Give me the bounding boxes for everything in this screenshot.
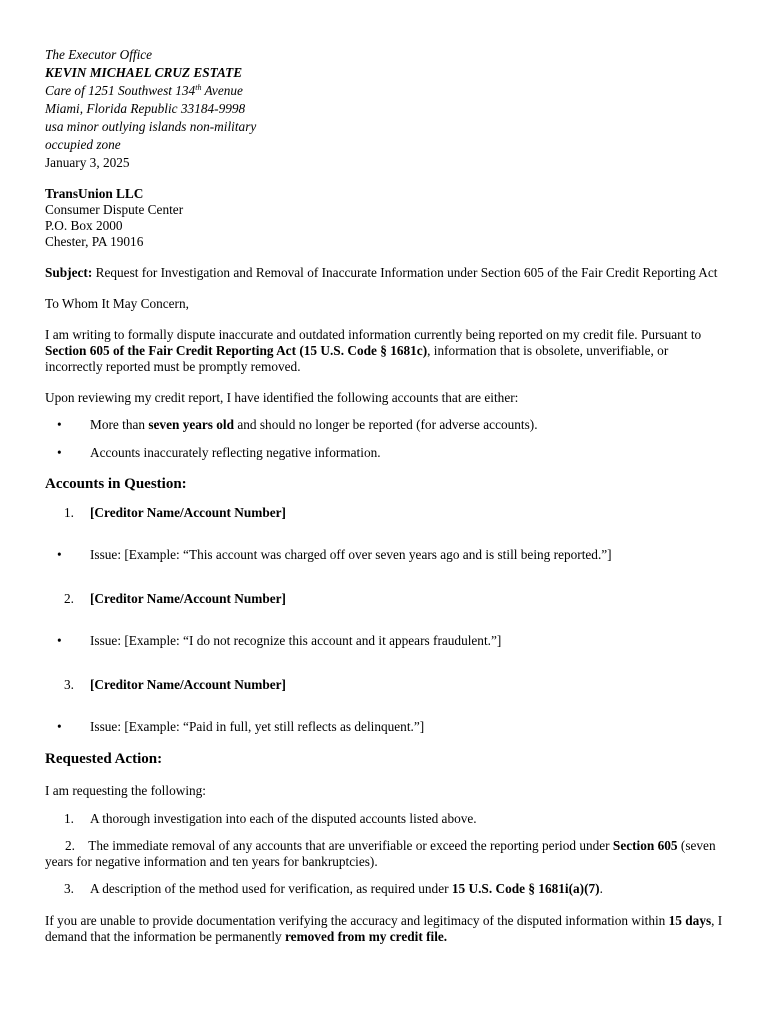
sender-address-line-4: occupied zone [45, 137, 121, 152]
bullet-icon: • [57, 417, 62, 432]
accounts-heading: Accounts in Question: [45, 476, 187, 492]
recipient-name: TransUnion LLC [45, 186, 144, 201]
bullet-icon: • [57, 445, 62, 460]
recipient-box: P.O. Box 2000 [45, 218, 123, 233]
account-issue: Issue: [Example: “I do not recognize this account and it appears fraudulent.”] [90, 633, 502, 648]
account-name: [Creditor Name/Account Number] [90, 505, 286, 520]
account-name: [Creditor Name/Account Number] [90, 677, 286, 692]
bullet-icon: • [57, 547, 62, 562]
reason-item: More than seven years old and should no longer be reported (for adverse accounts). [90, 417, 538, 432]
sender-address-line-1: Care of 1251 Southwest 134th Avenue [45, 83, 243, 98]
bullet-icon: • [57, 719, 62, 734]
action-item: A description of the method used for verification, as required under 15 U.S. Code § 1681i(a)(7). [90, 881, 603, 896]
account-number: 2. [64, 591, 74, 606]
account-issue: Issue: [Example: “Paid in full, yet still reflects as delinquent.”] [90, 719, 425, 734]
account-number: 3. [64, 677, 74, 692]
recipient-city: Chester, PA 19016 [45, 234, 144, 249]
action-heading: Requested Action: [45, 751, 163, 767]
action-item: 2. The immediate removal of any accounts that are unverifiable or exceed the reporting period under Section 605 (seven years for negative information and ten years for bankruptcies). [45, 838, 716, 869]
review-text: Upon reviewing my credit report, I have identified the following accounts that are either: [45, 390, 519, 405]
sender-estate: KEVIN MICHAEL CRUZ ESTATE [45, 65, 243, 80]
intro-paragraph: I am writing to formally dispute inaccurate and outdated information currently being reported on my credit file. Pursuant to Section 605 of the Fair Credit Reporting Act (15 U.S. Code § 1681c), information that is obsolete, unverifiable, or incorrectly reported must be promptly removed. [45, 327, 702, 374]
closing-paragraph: If you are unable to provide documentation verifying the accuracy and legitimacy of the disputed information within 15 days, I demand that the information be permanently removed from my credit file. [45, 913, 723, 944]
subject-line [45, 265, 717, 281]
action-number: 1. [64, 811, 74, 826]
sender-office: The Executor Office [45, 47, 153, 62]
letter-date: January 3, 2025 [45, 155, 130, 170]
reason-item: Accounts inaccurately reflecting negative information. [90, 445, 381, 460]
recipient-dept: Consumer Dispute Center [45, 202, 184, 217]
subject-label: Subject: [45, 265, 93, 280]
action-number: 3. [64, 881, 74, 896]
sender-address-line-3: usa minor outlying islands non-military [45, 119, 257, 134]
subject-text: Request for Investigation and Removal of Inaccurate Information under Section 605 of the Fair Credit Reporting Act [92, 265, 718, 280]
account-name: [Creditor Name/Account Number] [90, 591, 286, 606]
account-number: 1. [64, 505, 74, 520]
bullet-icon: • [57, 633, 62, 648]
greeting: To Whom It May Concern, [45, 296, 189, 311]
action-item: A thorough investigation into each of the disputed accounts listed above. [90, 811, 477, 826]
action-intro: I am requesting the following: [45, 783, 207, 798]
account-issue: Issue: [Example: “This account was charged off over seven years ago and is still being reported.”] [90, 547, 612, 562]
sender-address-line-2: Miami, Florida Republic 33184-9998 [45, 101, 246, 116]
